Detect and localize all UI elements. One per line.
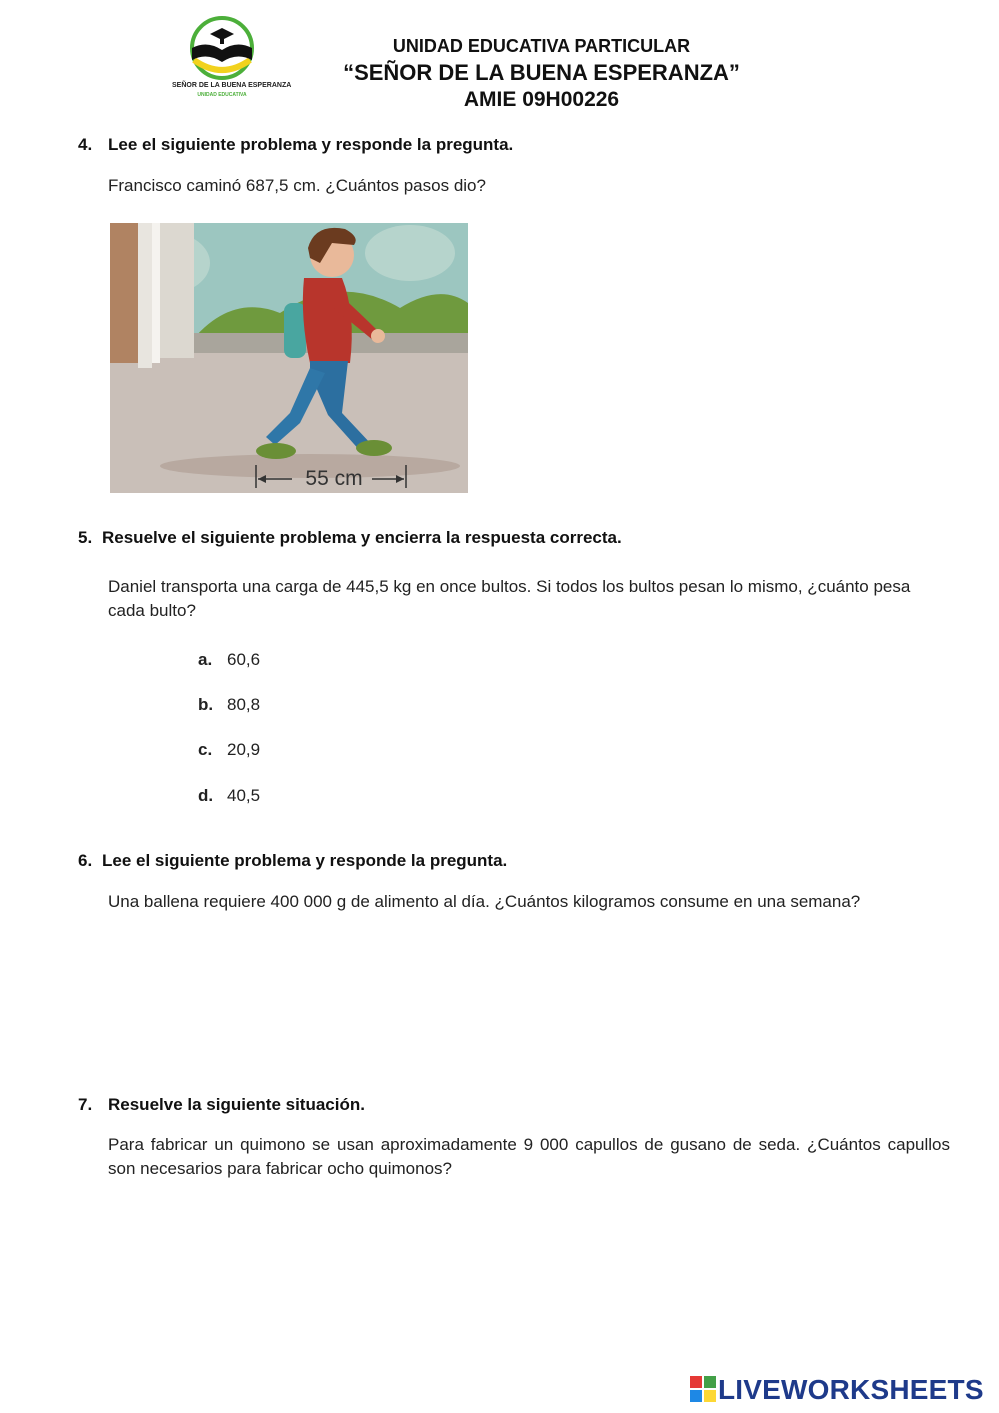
school-amie: AMIE 09H00226 [463,88,620,111]
option-c-value: 20,9 [227,740,261,759]
option-d-letter: d. [198,786,214,805]
option-c-letter: c. [198,740,213,759]
distance-label: 55 cm [305,467,363,490]
option-c[interactable] [198,740,260,760]
option-d-value: 40,5 [227,786,261,805]
question-6-body: Una ballena requiere 400 000 g de alimento al día. ¿Cuántos kilogramos consume en una semana? [108,892,861,911]
option-a-letter: a. [198,650,213,669]
option-a-value: 60,6 [227,650,261,669]
logo-text-line1: SEÑOR DE LA BUENA ESPERANZA [172,82,292,89]
question-5-body: Daniel transporta una carga de 445,5 kg en once bultos. Si todos los bultos pesan lo mismo, ¿cuánto pesa cada bulto? [108,577,911,620]
question-6-number: 6. [78,851,93,870]
question-5-title: Resuelve el siguiente problema y encierra la respuesta correcta. [102,528,622,547]
option-d[interactable] [198,786,260,806]
question-5-number: 5. [78,528,93,547]
logo-text-line2: UNIDAD EDUCATIVA [197,92,247,98]
question-4-number: 4. [78,135,93,154]
option-a[interactable] [198,650,260,670]
option-b-value: 80,8 [227,695,261,714]
school-name: “SEÑOR DE LA BUENA ESPERANZA” [343,60,740,85]
option-b-letter: b. [198,695,214,714]
question-4-body: Francisco caminó 687,5 cm. ¿Cuántos pasos dio? [108,176,486,195]
question-7-body: Para fabricar un quimono se usan aproximadamente 9 000 capullos de gusano de seda. ¿Cuántos capullos son necesarios para fabricar ocho quimonos? [108,1135,950,1178]
walking-boy-illustration [110,223,468,493]
school-type: UNIDAD EDUCATIVA PARTICULAR [392,36,691,56]
option-b[interactable] [198,695,260,715]
question-7-title: Resuelve la siguiente situación. [108,1095,365,1114]
question-7-number: 7. [78,1095,93,1114]
liveworksheets-icon [690,1376,716,1402]
question-6-title: Lee el siguiente problema y responde la pregunta. [102,851,508,870]
question-4-title: Lee el siguiente problema y responde la pregunta. [108,135,514,154]
liveworksheets-wordmark: LIVEWORKSHEETS [718,1374,984,1405]
